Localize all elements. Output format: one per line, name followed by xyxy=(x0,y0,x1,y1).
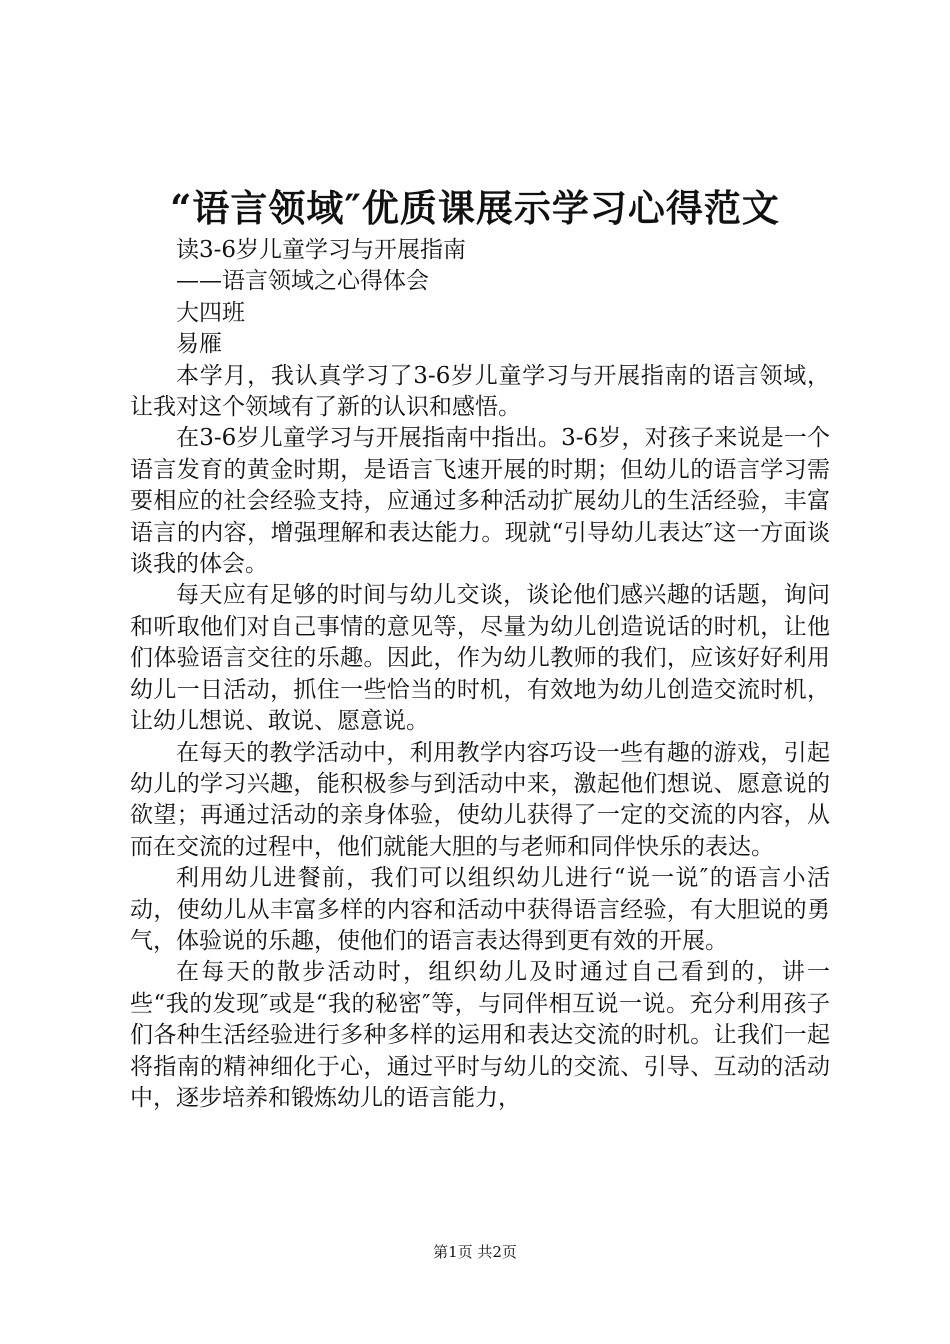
author-line: 易雁 xyxy=(176,331,222,358)
body-paragraph: 利用幼儿进餐前，我们可以组织幼儿进行“说一说″的语言小活动，使幼儿从丰富多样的内容和活动中获得语言经验，有大胆说的勇气，体验说的乐趣，使他们的语言表达得到更有效的开展。 xyxy=(130,865,830,954)
body-paragraph: 每天应有足够的时间与幼儿交谈，谈论他们感兴趣的话题，询问和听取他们对自己事情的意见等，尽量为幼儿创造说话的时机，让他们体验语言交往的乐趣。因此，作为幼儿教师的我们，应该好好利用幼儿一日活动，抓住一些恰当的时机，有效地为幼儿创造交流时机，让幼儿想说、敢说、愿意说。 xyxy=(130,582,830,735)
document-body xyxy=(130,235,830,1114)
document-title: “语言领域″优质课展示学习心得范文 xyxy=(170,186,780,230)
body-paragraph: 本学月，我认真学习了3-6岁儿童学习与开展指南的语言领域，让我对这个领域有了新的认识和感悟。 xyxy=(130,362,830,421)
subtitle-line: 读3-6岁儿童学习与开展指南 xyxy=(176,237,467,263)
subtitle-line: ——语言领域之心得体会 xyxy=(176,268,429,295)
class-name-line: 大四班 xyxy=(176,299,245,326)
body-paragraph: 在3-6岁儿童学习与开展指南中指出。3-6岁，对孩子来说是一个语言发育的黄金时期，是语言飞速开展的时期；但幼儿的语言学习需要相应的社会经验支持，应通过多种活动扩展幼儿的生活经验，丰富语言的内容，增强理解和表达能力。现就“引导幼儿表达″这一方面谈谈我的体会。 xyxy=(130,425,830,578)
body-paragraph: 在每天的散步活动时，组织幼儿及时通过自己看到的，讲一些“我的发现″或是“我的秘密″等，与同伴相互说一说。充分利用孩子们各种生活经验进行多种多样的运用和表达交流的时机。让我们一起将指南的精神细化于心，通过平时与幼儿的交流、引导、互动的活动中，逐步培养和锻炼幼儿的语言能力， xyxy=(130,959,830,1111)
body-paragraph: 在每天的教学活动中，利用教学内容巧设一些有趣的游戏，引起幼儿的学习兴趣，能积极参与到活动中来，激起他们想说、愿意说的欲望；再通过活动的亲身体验，使幼儿获得了一定的交流的内容，从而在交流的过程中，他们就能大胆的与老师和同伴快乐的表达。 xyxy=(130,739,830,860)
page-footer: 第1页 共2页 xyxy=(433,1243,517,1261)
